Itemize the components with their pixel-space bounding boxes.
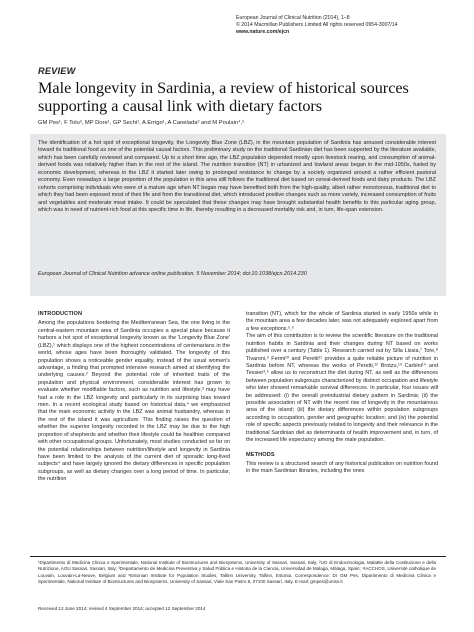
title-line-2: supporting a causal link with dietary factors (38, 96, 323, 115)
methods-text: This review is a structured search of any historical publication on nutrition found in the main Sardinian libraries, including the ones (246, 461, 438, 475)
left-column (38, 311, 230, 484)
journal-url[interactable]: www.nature.com/ejcn (236, 29, 290, 36)
abstract-citation: European Journal of Clinical Nutrition advance online publication, 5 November 2014; doi:10.1038/ejcn.2014.230 (38, 271, 307, 277)
methods-heading: METHODS (246, 451, 275, 458)
introduction-text: Among the populations bordering the Mediterranean Sea, the one living in the central-eastern mountain area of Sardinia occupies a special place because it harbors a hot spot of exceptional longevity known as the 'Longevity Blue Zone' (LBZ),¹ which displays one of the highest concentrations of centenarians in the world, whose ages have been thoroughly validated. The longevity of this population shows a noticeable gender equality, instead of the usual women's advantage, a finding that prompted intensive research aimed at identifying the underlying causes.² Beyond the potential role of inherited traits of the population and physical environment, considerable interest has grown to evaluate whether modifiable factors, such as nutrition and lifestyle,³ may have had a role in the LBZ longevity and particularly in its surprising bias toward men. In a recent ecological study based on historical data,⁴ we emphasized that the main economic activity in the LBZ was animal husbandry, whereas in the rest of the island it was agriculture. This finding raises the question of whether the superior longevity recorded in the LBZ may be due to the high proportion of shepherds and whether their lifestyle could be healthier compared with other occupational groups. Unfortunately, most studies conducted so far on the potential relationships between nutrition/lifestyle and longevity in Sardinia have been limited to the analysis of the current diet of sporadic long-lived subjects⁴ and have largely ignored the dietary differences in specific population subgroups, as well as dietary changes over a long period of time. In particular, the nutrition (38, 320, 230, 483)
introduction-heading: INTRODUCTION (38, 311, 83, 317)
journal-header (236, 15, 462, 37)
journal-line: European Journal of Clinical Nutrition (2014), 1–8 (236, 15, 350, 21)
nutrition-transition-text: transition (NT), which for the whole of Sardinia started in early 1950s while in the mountain area a few decades later, was not adequately explored apart from a few exceptions.⁵,⁶ The aim of this contribution is to review the scientific literature on the traditional nutrition habits in Sardinia and their changes during NT based on works published over a century (Table 1). Research carried out by Silla Lissia,⁷ Tore,⁸ Tivaroni,⁹ Fermi¹⁰ and Peretti¹¹ provides a quite reliable picture of nutrition in Sardinia before NT, whereas the works of Peretti,¹² Brotzu,¹³ Carbini¹⁴ and Tessier³,⁶ allow us to reconstruct the diet during NT, as well as the differences between population subgroups characterized by distinct occupation and lifestyle who later showed remarkable survival differences. In particular, four issues will be addressed: (i) the overall preindustrial dietary pattern in Sardinia; (ii) the possible association of NT with the recent rise of longevity in the mountainous area of the island; (iii) the dietary differences within population subgroups according to occupation, gender and geographic location; and (iv) the potential role of specific aspects previously related to longevity and their relevance in the traditional Sardinian diet as determinants of health improvement and, in turn, of the increased life expectancy among the male population. (246, 311, 438, 444)
section-label: REVIEW (38, 66, 76, 76)
article-title (38, 80, 438, 115)
affiliations: ¹Dipartimento di Medicina Clinica e Sperimentale, National Institute of Biostructures and Biosystems, University of Sassari, Sassari, Italy; ²UO di Endocrinologia, Malattie della Costituzione e della Nutrizione, AOU Sassari, Sassari, Italy; ³Departamento de Medicina Preventiva y Salud Pública e Historia de la Ciencia, Universidad de Malaga, Málaga, Spain; ⁴IACCHOS, Université catholique de Louvain, Louvain-La-Neuve, Belgium and ⁵Estonian Institute for Population Studies, Tallinn University, Tallinn, Estonia. Correspondence: Dr GM Pes, Dipartimento di Medicina Clinica e Sperimentale, National Institute of Biostructures and Biosystems, University of Sassari, Viale San Pietro 8, 07100 Sassari, Italy. E-mail: gmpes@uniss.it (38, 560, 436, 584)
abstract-text: The identification of a hot spot of exceptional longevity, the Longevity Blue Zone (LBZ), in the mountain population of Sardinia has aroused considerable interest toward its traditional food as one of the potential causal factors. This preliminary study on the traditional Sardinian diet has been supported by the literature available, which has been carefully reviewed and compared. Up to a short time ago, the LBZ population depended mostly upon livestock rearing, and consumption of animal-derived foods was relatively higher than in the rest of the island. The nutrition transition (NT) in urbanized and lowland areas began in the mid-1950s, fueled by economic development, whereas in the LBZ it started later owing to prolonged resistance to change by a society organized around a rather efficient pastoral economy. Even nowadays a large proportion of the population in this area still follows the traditional diet based on cereal-derived foods and dairy products. The LBZ cohorts comprising individuals who were of a mature age when NT began may have benefited both from the high-quality, albeit rather monotonous, traditional diet to which they had been exposed most of their life and from the transitional diet, which introduced positive changes such as more variety, increased consumption of fruits and vegetables and moderate meat intake. It could be speculated that these changes may have brought substantial health benefits to this particular aging group, which was in need of nutrient-rich food at this specific time in life, thereby resulting in a decreased mortality risk and, in turn, life-span extension. (38, 140, 436, 214)
right-column (246, 311, 438, 476)
footer-divider (30, 556, 446, 557)
title-line-1: Male longevity in Sardinia, a review of historical sources (38, 79, 409, 97)
copyright-line: © 2014 Macmillan Publishers Limited All rights reserved 0954-3007/14 (236, 22, 398, 29)
author-list: GM Pes¹, F Tolu², MP Dore¹, GP Sechi¹, A Errigo¹, A Canelada³ and M Poulain⁴,⁵ (38, 120, 245, 126)
received-dates: Received 12 June 2014; revised 4 September 2014; accepted 12 September 2014 (38, 606, 206, 611)
